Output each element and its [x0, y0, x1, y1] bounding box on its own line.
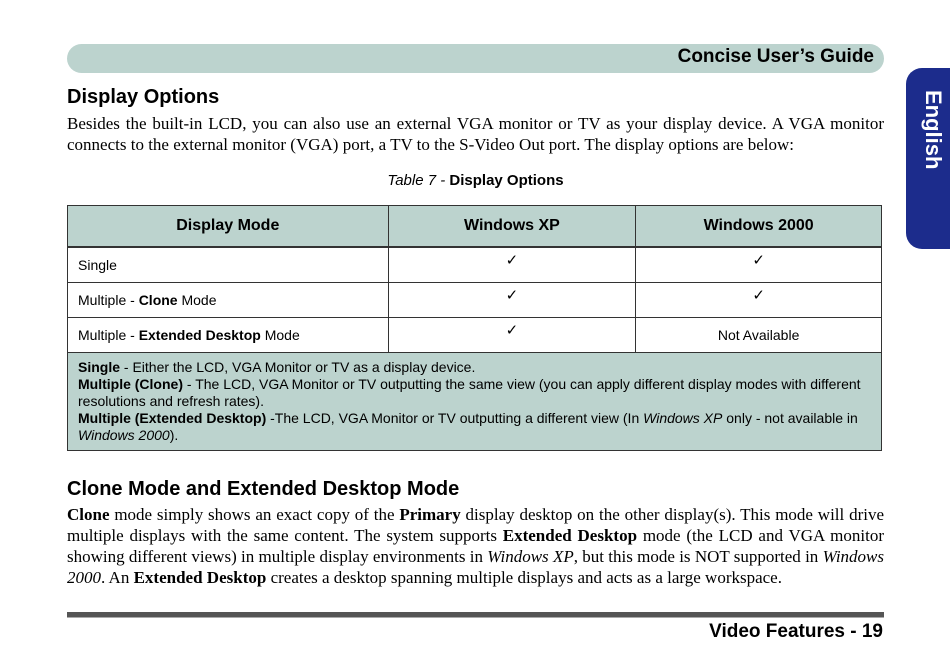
win2000-cell: [636, 283, 882, 318]
note-os-name: Windows XP: [643, 410, 723, 426]
table-row: [68, 318, 882, 353]
term-clone: Clone: [67, 505, 110, 524]
mode-text: Single: [78, 257, 117, 273]
mode-text-bold: Clone: [138, 292, 178, 308]
table-row: [68, 283, 882, 318]
column-header-windows-xp: Windows XP: [388, 206, 636, 248]
footer-rule-shadow: [67, 617, 884, 618]
note-text: only - not available in: [722, 410, 858, 426]
table-caption: [67, 172, 884, 189]
term-extended-desktop: Extended Desktop: [502, 526, 638, 545]
text-run: mode (the LCD and VGA monitor showing different views) in multiple display environments in: [67, 526, 884, 566]
term-extended-desktop: Extended Desktop: [133, 568, 267, 587]
check-icon: ✓: [752, 251, 765, 269]
note-text: ).: [169, 427, 179, 443]
check-icon: ✓: [505, 251, 519, 269]
section-heading-display-options: Display Options: [67, 86, 220, 108]
note-label: Single: [78, 359, 121, 375]
note-label: Multiple (Clone): [78, 376, 183, 392]
text-run: , but this mode is NOT supported in: [573, 547, 823, 566]
footer-title: Video Features - 19: [709, 621, 883, 642]
mode-cell: [68, 247, 389, 283]
winxp-cell: [388, 283, 636, 318]
mode-text-bold: Extended Desktop: [138, 327, 261, 343]
winxp-cell: [388, 247, 636, 283]
intro-paragraph: Besides the built-in LCD, you can also use an external VGA monitor or TV as your display device. A VGA monitor connects to the external monitor (VGA) port, a TV to the S-Video Out port. The display options are below:: [67, 114, 884, 154]
mode-text: Multiple -: [78, 327, 139, 343]
check-icon: ✓: [505, 321, 519, 339]
note-clone: [78, 376, 871, 410]
note-single: [78, 359, 871, 376]
table-header-row: [68, 206, 882, 248]
column-header-windows-2000: Windows 2000: [636, 206, 882, 248]
table-caption-title: Display Options: [449, 172, 564, 189]
display-options-table: [67, 205, 882, 451]
table-notes-row: [68, 353, 882, 451]
text-run: mode simply shows an exact copy of the: [109, 505, 400, 524]
section-heading-clone-extended: Clone Mode and Extended Desktop Mode: [67, 478, 460, 500]
header-bar: [67, 44, 884, 73]
text-run: . An: [101, 568, 134, 587]
column-header-display-mode: Display Mode: [68, 206, 389, 248]
header-title: Concise User’s Guide: [677, 46, 874, 67]
language-tab: [906, 68, 950, 249]
os-windows-2000: Windows 2000: [67, 547, 885, 587]
text-run: display desktop on the other display(s). This mode will drive multiple displays with the same content. The system supports: [67, 505, 884, 545]
winxp-cell: [388, 318, 636, 353]
note-text: -The LCD, VGA Monitor or TV outputting a different view (In: [266, 410, 644, 426]
note-os-name: Windows 2000: [78, 427, 170, 443]
text-run: creates a desktop spanning multiple displays and acts as a large workspace.: [266, 568, 782, 587]
mode-cell: [68, 318, 389, 353]
table-notes: [68, 353, 882, 451]
mode-text: Multiple -: [78, 292, 139, 308]
note-label: Multiple (Extended Desktop): [78, 410, 267, 426]
table-row: [68, 247, 882, 283]
note-extended: [78, 410, 871, 444]
mode-text-suffix: Mode: [260, 327, 300, 343]
table-caption-number: Table 7 -: [387, 172, 450, 189]
mode-cell: [68, 283, 389, 318]
clone-extended-paragraph: [67, 504, 884, 588]
mode-text-suffix: Mode: [177, 292, 217, 308]
win2000-cell: Not Available: [636, 318, 882, 353]
check-icon: ✓: [752, 286, 765, 304]
os-windows-xp: Windows XP: [487, 547, 574, 566]
note-text: - The LCD, VGA Monitor or TV outputting the same view (you can apply different display modes with different resolutions and refresh rates).: [78, 376, 861, 409]
note-text: - Either the LCD, VGA Monitor or TV as a display device.: [120, 359, 476, 375]
check-icon: ✓: [505, 286, 519, 304]
win2000-cell: [636, 247, 882, 283]
term-primary: Primary: [399, 505, 461, 524]
language-tab-label: English: [921, 90, 946, 170]
